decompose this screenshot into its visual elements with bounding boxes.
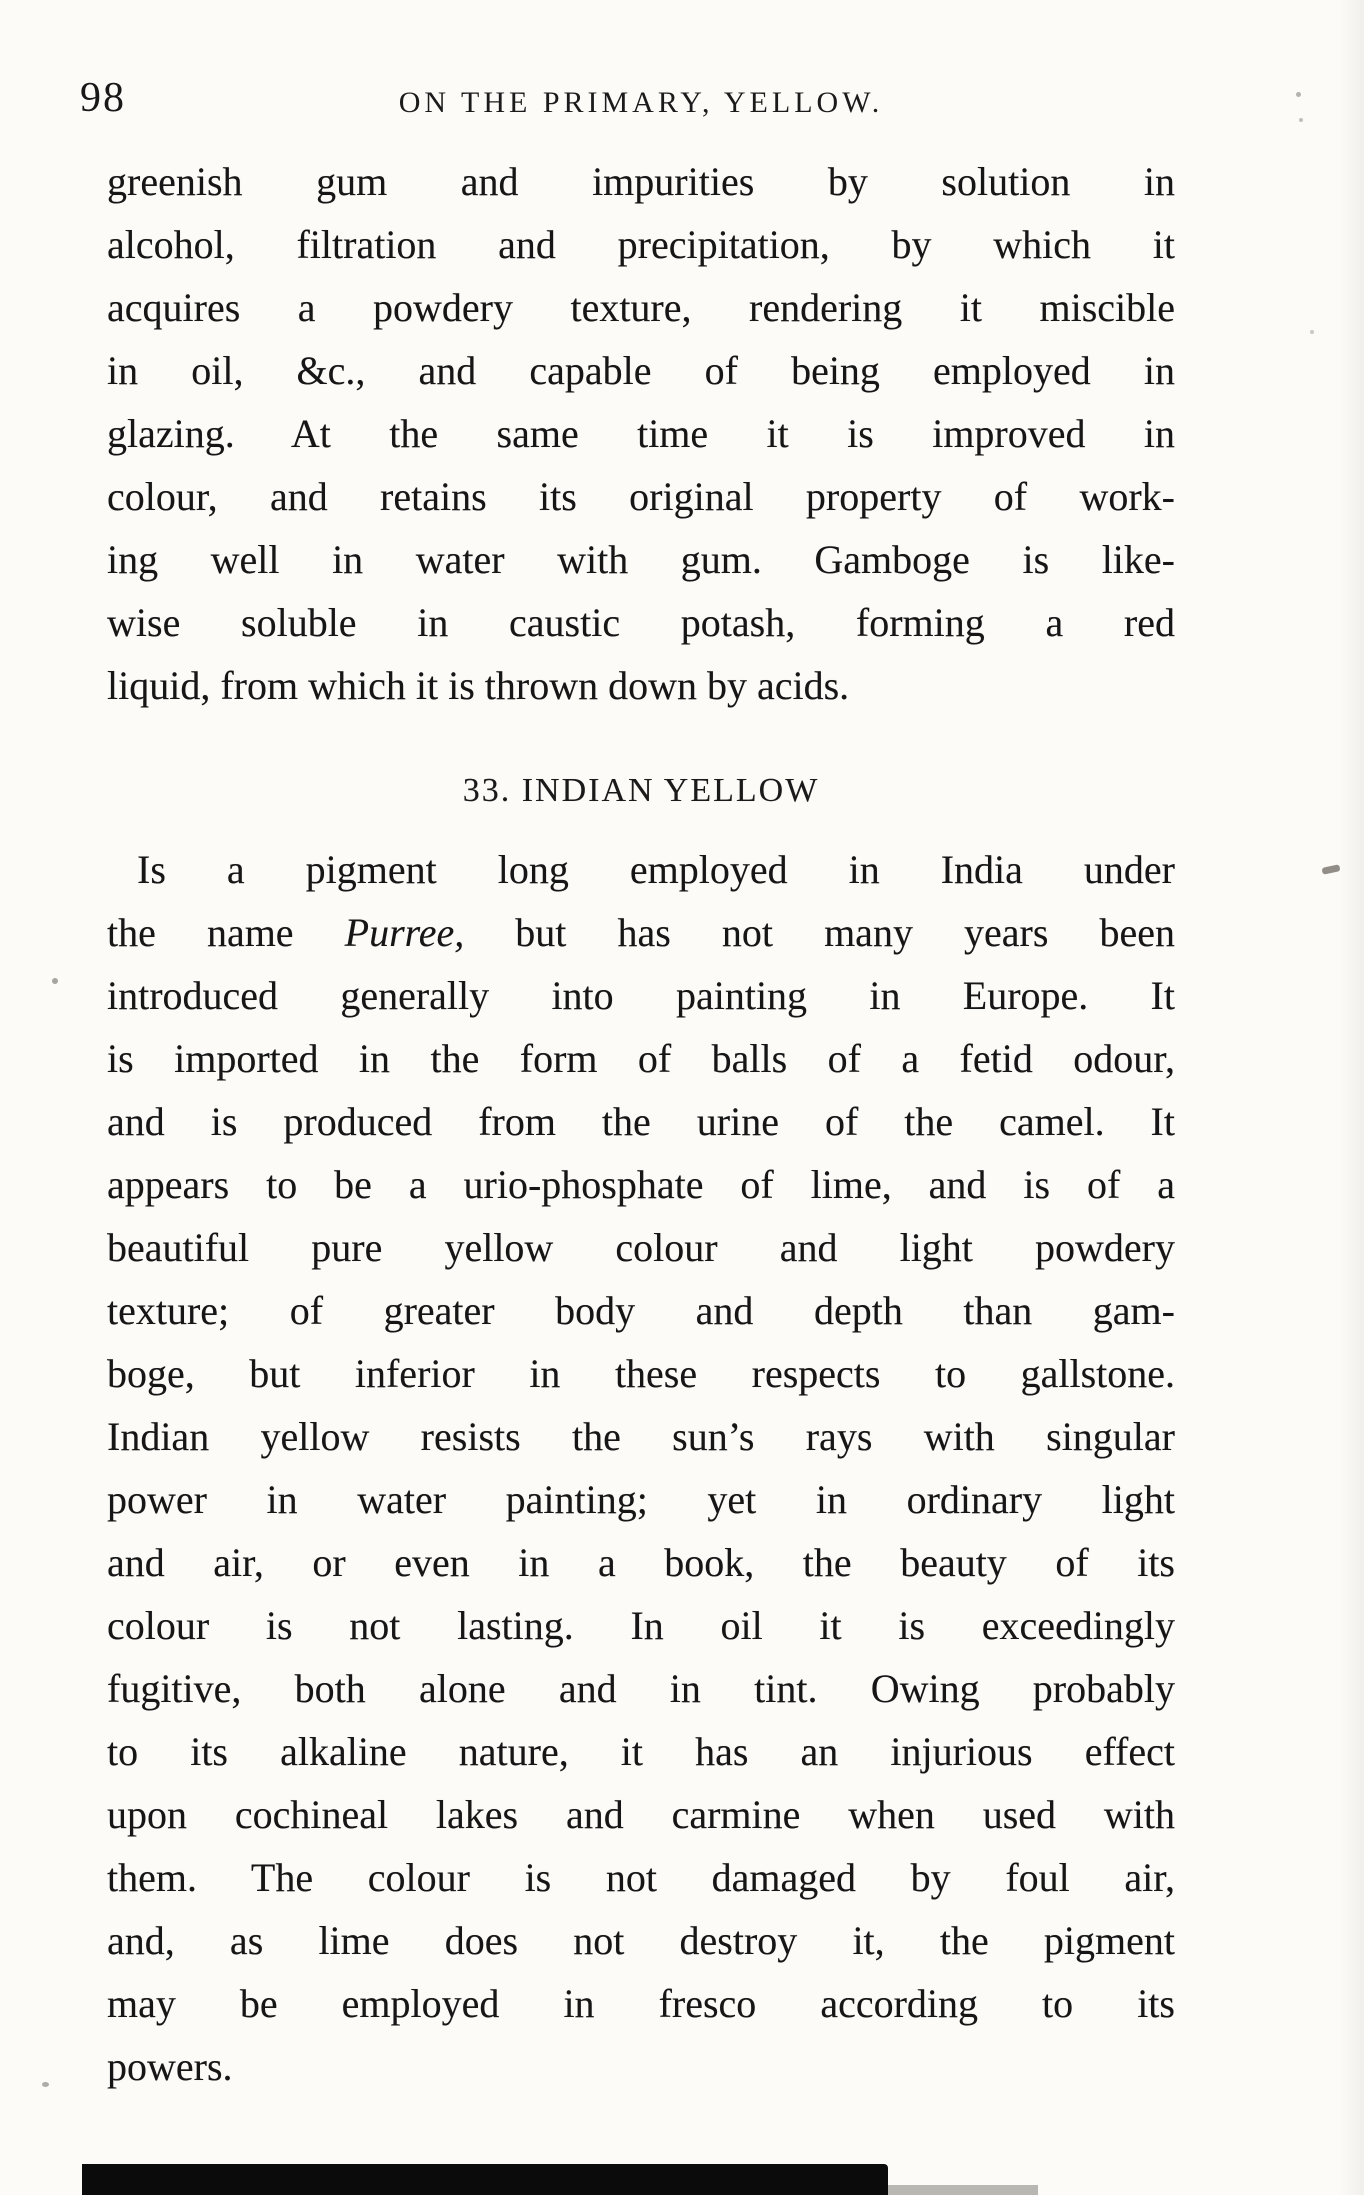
page-body <box>107 150 1175 2098</box>
scan-speckle <box>1299 118 1303 122</box>
paragraph-indian-yellow <box>107 838 1175 2098</box>
scan-speckle <box>1296 92 1301 97</box>
text-line: colour is not lasting. In oil it is exceedingly <box>107 1603 1175 1648</box>
text-line: upon cochineal lakes and carmine when used with <box>107 1792 1175 1837</box>
text-line: boge, but inferior in these respects to gallstone. <box>107 1351 1175 1396</box>
text-line: to its alkaline nature, it has an injurious effect <box>107 1729 1175 1774</box>
text-line: glazing. At the same time it is improved in <box>107 411 1175 456</box>
text-line: may be employed in fresco according to its <box>107 1981 1175 2026</box>
text-line: power in water painting; yet in ordinary light <box>107 1477 1175 1522</box>
running-header: ON THE PRIMARY, YELLOW. <box>398 86 884 119</box>
text-line: liquid, from which it is thrown down by acids. <box>107 663 850 708</box>
scan-artifact-bottom-bar-tail <box>888 2185 1038 2195</box>
text-line: alcohol, filtration and precipitation, by which it <box>107 222 1175 267</box>
text-line: greenish gum and impurities by solution in <box>107 159 1175 204</box>
scan-speckle <box>42 2082 49 2087</box>
page-edge-shading <box>1338 0 1364 2195</box>
text-line: and, as lime does not destroy it, the pigment <box>107 1918 1175 1963</box>
text-line: the name Purree, but has not many years been <box>107 910 1175 955</box>
scan-speckle <box>52 978 58 984</box>
text-line: acquires a powdery texture, rendering it miscible <box>107 285 1175 330</box>
text-line: powers. <box>107 2044 233 2089</box>
text-line: fugitive, both alone and in tint. Owing probably <box>107 1666 1175 1711</box>
text-line: colour, and retains its original property of work- <box>107 474 1175 519</box>
text-line: and air, or even in a book, the beauty of its <box>107 1540 1175 1585</box>
page-number: 98 <box>80 75 126 121</box>
section-heading: 33. INDIAN YELLOW <box>462 772 820 809</box>
text-line: beautiful pure yellow colour and light powdery <box>107 1225 1175 1270</box>
paragraph-gamboge <box>107 150 1175 717</box>
text-line: ing well in water with gum. Gamboge is like- <box>107 537 1175 582</box>
text-line: in oil, &c., and capable of being employed in <box>107 348 1175 393</box>
scan-speckle <box>1321 864 1340 875</box>
text-line: and is produced from the urine of the camel. It <box>107 1099 1175 1144</box>
text-line: is imported in the form of balls of a fetid odour, <box>107 1036 1175 1081</box>
text-line: texture; of greater body and depth than gam- <box>107 1288 1175 1333</box>
scan-artifact-bottom-bar <box>82 2164 888 2195</box>
text-line: introduced generally into painting in Europe. It <box>107 973 1175 1018</box>
text-line: Is a pigment long employed in India under <box>137 847 1175 892</box>
text-line: them. The colour is not damaged by foul air, <box>107 1855 1175 1900</box>
text-line: appears to be a urio-phosphate of lime, and is of a <box>107 1162 1175 1207</box>
scan-speckle <box>1310 330 1314 334</box>
text-line: Indian yellow resists the sun’s rays with singular <box>107 1414 1175 1459</box>
text-line: wise soluble in caustic potash, forming a red <box>107 600 1175 645</box>
